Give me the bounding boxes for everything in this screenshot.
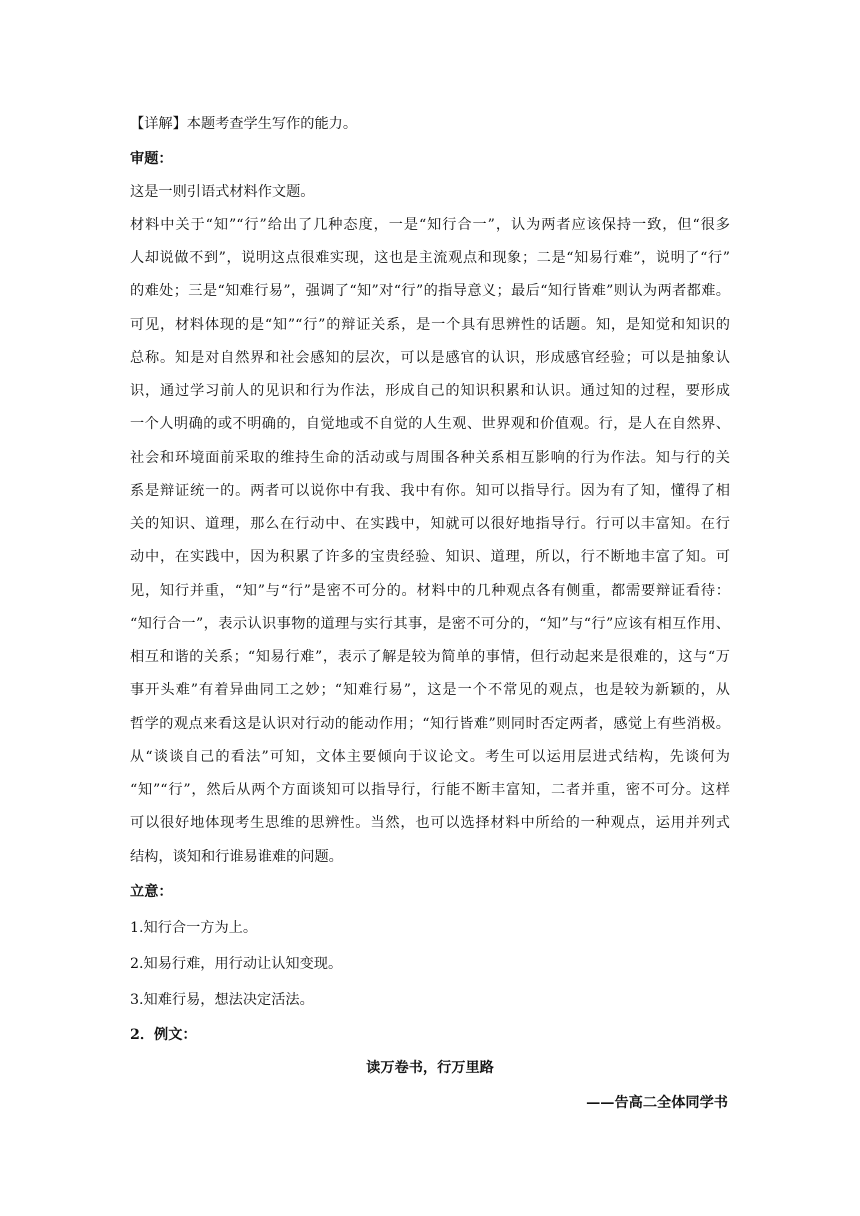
paragraph-line: “知行合一”，表示认识事物的道理与实行其事，是密不可分的，“知”与“行”应该有相互作用、 — [130, 616, 730, 632]
liyi-heading: 立意： — [130, 884, 173, 900]
liyi-item: 2.知易行难，用行动让认知变现。 — [130, 956, 343, 972]
paragraph-line: “知”“行”，然后从两个方面谈知可以指导行，行能不断丰富知，二者并重，密不可分。这样 — [130, 782, 730, 798]
paragraph-line: 系是辩证统一的。两者可以说你中有我、我中有你。知可以指导行。因为有了知，懂得了相 — [130, 483, 730, 499]
paragraph-line: 动中，在实践中，因为积累了许多的宝贵经验、知识、道理，所以，行不断地丰富了知。可 — [130, 549, 730, 565]
paragraph-line: 这是一则引语式材料作文题。 — [130, 184, 315, 200]
paragraph-line: 相互和谐的关系；“知易行难”，表示了解是较为简单的事情，但行动起来是很难的，这与“万 — [130, 649, 730, 665]
paragraph-line: 哲学的观点来看这是认识对行动的能动作用；“知行皆难”则同时否定两者，感觉上有些消极。 — [130, 716, 730, 732]
paragraph-line: 的难处；三是“知难行易”，强调了“知”对“行”的指导意义；最后“知行皆难”则认为两者都难。 — [130, 283, 730, 299]
paragraph-line: 一个人明确的或不明确的，自觉地或不自觉的人生观、世界观和价值观。行，是人在自然界、 — [130, 416, 730, 432]
liyi-item: 3.知难行易，想法决定活法。 — [130, 992, 314, 1008]
paragraph-line: 社会和环境面前采取的维持生命的活动或与周围各种关系相互影响的行为作法。知与行的关 — [130, 450, 730, 466]
essay-byline: ——告高二全体同学书 — [586, 1095, 728, 1111]
essay-title: 读万卷书，行万里路 — [366, 1060, 494, 1076]
paragraph-line: 事开头难”有着异曲同工之妙；“知难行易”，这是一个不常见的观点，也是较为新颖的，从 — [130, 682, 730, 698]
paragraph-line: 见，知行并重，“知”与“行”是密不可分的。材料中的几种观点各有侧重，都需要辩证看待： — [130, 583, 730, 599]
paragraph-line: 结构，谈知和行谁易谁难的问题。 — [130, 849, 343, 865]
paragraph-line: 可见，材料体现的是“知”“行”的辩证关系，是一个具有思辨性的话题。知，是知觉和知识的 — [130, 317, 730, 333]
paragraph-line: 识，通过学习前人的见识和行为作法，形成自己的知识积累和认识。通过知的过程，要形成 — [130, 383, 730, 399]
paragraph-line: 材料中关于“知”“行”给出了几种态度，一是“知行合一”，认为两者应该保持一致，但“很多 — [130, 217, 730, 233]
paragraph-line: 人却说做不到”，说明这点很难实现，这也是主流观点和现象；二是“知易行难”，说明了“行” — [130, 250, 730, 266]
example-heading: 2．例文： — [130, 1027, 197, 1043]
shenti-heading: 审题： — [130, 151, 173, 167]
paragraph-line: 从“谈谈自己的看法”可知，文体主要倾向于议论文。考生可以运用层进式结构，先谈何为 — [130, 749, 730, 765]
intro-line: 【详解】本题考查学生写作的能力。 — [130, 116, 358, 132]
paragraph-line: 可以很好地体现考生思维的思辨性。当然，也可以选择材料中所给的一种观点，运用并列式 — [130, 815, 730, 831]
paragraph-line: 总称。知是对自然界和社会感知的层次，可以是感官的认识，形成感官经验；可以是抽象认 — [130, 350, 730, 366]
liyi-item: 1.知行合一方为上。 — [130, 920, 258, 936]
paragraph-line: 关的知识、道理，那么在行动中、在实践中，知就可以很好地指导行。行可以丰富知。在行 — [130, 516, 730, 532]
